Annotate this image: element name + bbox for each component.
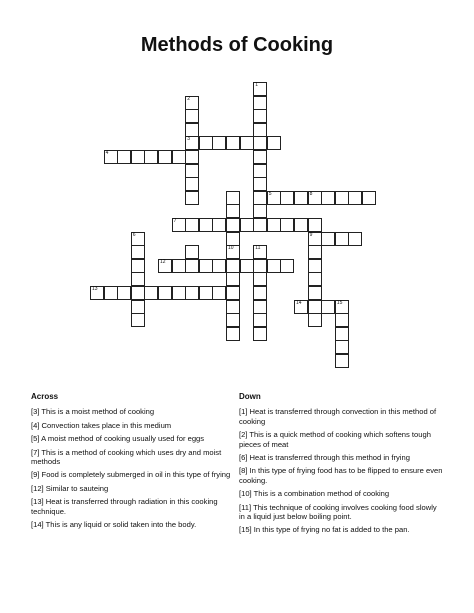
crossword-cell[interactable]: [172, 259, 186, 273]
across-clue: [7] This is a method of cooking which uses dry and moist methods: [31, 447, 222, 467]
crossword-cell[interactable]: [131, 259, 145, 273]
clue-number: 10: [228, 245, 234, 252]
crossword-cell[interactable]: [308, 272, 322, 286]
crossword-cell[interactable]: [226, 191, 240, 205]
clue-number: 2: [187, 95, 190, 102]
crossword-cell[interactable]: [185, 123, 199, 137]
crossword-cell[interactable]: [226, 204, 240, 218]
down-clue: [6] Heat is transferred through this method in frying: [239, 453, 410, 463]
crossword-cell[interactable]: [226, 286, 240, 300]
clue-number: 7: [173, 218, 177, 224]
crossword-cell[interactable]: [226, 259, 240, 273]
across-clue: [3] This is a moist method of cooking: [31, 407, 155, 417]
crossword-cell[interactable]: [199, 136, 213, 150]
across-heading: Across: [31, 392, 59, 401]
crossword-cell[interactable]: [253, 82, 267, 96]
crossword-cell[interactable]: [131, 286, 145, 300]
across-clue: [14] This is any liquid or solid taken into the body.: [31, 520, 197, 530]
crossword-cell[interactable]: [199, 286, 213, 300]
crossword-cell[interactable]: [226, 136, 240, 150]
crossword-cell[interactable]: [267, 191, 281, 205]
crossword-cell[interactable]: [185, 245, 199, 259]
down-clue: [8] In this type of frying food has to be flipped to ensure even cooking.: [239, 466, 443, 485]
crossword-cell[interactable]: [280, 259, 294, 273]
clue-number: 5: [268, 190, 272, 197]
crossword-cell[interactable]: [308, 259, 322, 273]
puzzle-title: Methods of Cooking: [140, 34, 334, 56]
clue-number: 12: [160, 258, 166, 265]
crossword-cell[interactable]: [212, 259, 226, 273]
crossword-cell[interactable]: [212, 136, 226, 150]
clue-number: 4: [105, 150, 109, 156]
crossword-cell[interactable]: [280, 191, 294, 205]
clue-number: 14: [296, 299, 302, 306]
crossword-cell[interactable]: [308, 313, 322, 327]
crossword-cell[interactable]: [212, 218, 226, 232]
down-heading: Down: [239, 392, 261, 401]
crossword-cell[interactable]: [172, 286, 186, 300]
crossword-cell[interactable]: [253, 191, 267, 205]
crossword-cell[interactable]: [185, 136, 199, 150]
crossword-cell[interactable]: [267, 218, 281, 232]
crossword-cell[interactable]: [308, 286, 322, 300]
crossword-cell[interactable]: [185, 150, 199, 164]
crossword-cell[interactable]: [335, 300, 349, 314]
crossword-cell[interactable]: [348, 191, 362, 205]
crossword-cell[interactable]: [253, 96, 267, 110]
crossword-cell[interactable]: [185, 109, 199, 123]
crossword-cell[interactable]: [335, 340, 349, 354]
down-clue: [10] This is a combination method of cooking: [239, 489, 390, 499]
clue-number: 13: [92, 286, 98, 292]
clue-number: 3: [187, 136, 190, 143]
crossword-cell[interactable]: [131, 232, 145, 246]
crossword-cell[interactable]: [199, 259, 213, 273]
crossword-cell[interactable]: [226, 218, 240, 232]
crossword-cell[interactable]: [253, 313, 267, 327]
crossword-cell[interactable]: [144, 286, 158, 300]
crossword-cell[interactable]: [253, 164, 267, 178]
down-clue: [15] In this type of frying no fat is added to the pan.: [239, 525, 410, 535]
down-clue: [2] This is a quick method of cooking which softens tough pieces of meat: [239, 430, 431, 449]
down-clue: [1] Heat is transferred through convection in this method of cooking: [239, 407, 437, 426]
crossword-cell[interactable]: [131, 272, 145, 286]
crossword-cell[interactable]: [335, 354, 349, 368]
crossword-cell[interactable]: [362, 191, 376, 205]
crossword-cell[interactable]: [131, 150, 145, 164]
clue-number: 9: [309, 231, 313, 238]
crossword-cell[interactable]: [253, 204, 267, 218]
across-clue: [4] Convection takes place in this medium: [31, 420, 172, 430]
crossword-cell[interactable]: [267, 136, 281, 150]
clue-number: 15: [336, 299, 343, 306]
crossword-cell[interactable]: [308, 245, 322, 259]
crossword-cell[interactable]: [253, 259, 267, 273]
crossword-cell[interactable]: [253, 150, 267, 164]
crossword-cell[interactable]: [172, 150, 186, 164]
crossword-cell[interactable]: [131, 245, 145, 259]
crossword-cell[interactable]: [226, 327, 240, 341]
across-clue: [12] Similar to sauteing: [31, 483, 109, 493]
crossword-cell[interactable]: [308, 191, 322, 205]
crossword-cell[interactable]: [172, 218, 186, 232]
crossword-cell[interactable]: [294, 191, 308, 205]
clue-number: 1: [255, 82, 258, 88]
crossword-cell[interactable]: [185, 177, 199, 191]
crossword-cell[interactable]: [226, 272, 240, 286]
crossword-cell[interactable]: [185, 164, 199, 178]
clue-number: 11: [255, 245, 261, 252]
crossword-cell[interactable]: [253, 300, 267, 314]
crossword-cell[interactable]: [199, 218, 213, 232]
crossword-cell[interactable]: [267, 259, 281, 273]
crossword-cell[interactable]: [280, 218, 294, 232]
crossword-cell[interactable]: [308, 232, 322, 246]
crossword-cell[interactable]: [104, 286, 118, 300]
clue-number: 6: [132, 231, 136, 238]
across-clue: [13] Heat is transferred through radiation in this cooking technique.: [31, 497, 218, 516]
crossword-cell[interactable]: [226, 232, 240, 246]
crossword-cell[interactable]: [321, 300, 335, 314]
crossword-cell[interactable]: [158, 286, 172, 300]
crossword-cell[interactable]: [335, 232, 349, 246]
crossword-cell[interactable]: [185, 259, 199, 273]
crossword-cell[interactable]: [253, 136, 267, 150]
crossword-cell[interactable]: [294, 218, 308, 232]
crossword-cell[interactable]: [185, 286, 199, 300]
crossword-cell[interactable]: [185, 218, 199, 232]
crossword-cell[interactable]: [117, 150, 131, 164]
crossword-cell[interactable]: [253, 109, 267, 123]
down-clue: [11] This technique of cooking involves cooking food slowly in a liquid just below boiling point.: [239, 502, 437, 522]
across-clue: [5] A moist method of cooking usually used for eggs: [31, 434, 205, 444]
crossword-cell[interactable]: [240, 136, 254, 150]
crossword-cell[interactable]: [158, 259, 172, 273]
crossword-cell[interactable]: [335, 313, 349, 327]
crossword-cell[interactable]: [90, 286, 104, 300]
crossword-cell[interactable]: [144, 150, 158, 164]
crossword-cell[interactable]: [226, 300, 240, 314]
crossword-cell[interactable]: [131, 300, 145, 314]
crossword-cell[interactable]: [131, 313, 145, 327]
crossword-cell[interactable]: [308, 300, 322, 314]
clue-number: 8: [309, 190, 313, 197]
crossword-cell[interactable]: [321, 232, 335, 246]
crossword-cell[interactable]: [335, 327, 349, 341]
crossword-cell[interactable]: [348, 232, 362, 246]
crossword-cell[interactable]: [253, 286, 267, 300]
crossword-cell[interactable]: [226, 313, 240, 327]
crossword-cell[interactable]: [185, 96, 199, 110]
crossword-cell[interactable]: [158, 150, 172, 164]
crossword-cell[interactable]: [185, 191, 199, 205]
crossword-cell[interactable]: [253, 272, 267, 286]
crossword-cell[interactable]: [253, 327, 267, 341]
crossword-cell[interactable]: [104, 150, 118, 164]
crossword-cell[interactable]: [253, 218, 267, 232]
crossword-cell[interactable]: [253, 123, 267, 137]
crossword-cell[interactable]: [212, 286, 226, 300]
crossword-cell[interactable]: [226, 245, 240, 259]
down-clues: [239, 392, 444, 539]
crossword-cell[interactable]: [294, 300, 308, 314]
crossword-cell[interactable]: [240, 259, 254, 273]
crossword-cell[interactable]: [253, 177, 267, 191]
crossword-cell[interactable]: [308, 218, 322, 232]
crossword-cell[interactable]: [240, 218, 254, 232]
across-clue: [9] Food is completely submerged in oil in this type of frying: [31, 470, 231, 480]
crossword-cell[interactable]: [335, 191, 349, 205]
across-clues: [31, 392, 231, 533]
crossword-cell[interactable]: [253, 245, 267, 259]
crossword-cell[interactable]: [321, 191, 335, 205]
crossword-cell[interactable]: [117, 286, 131, 300]
